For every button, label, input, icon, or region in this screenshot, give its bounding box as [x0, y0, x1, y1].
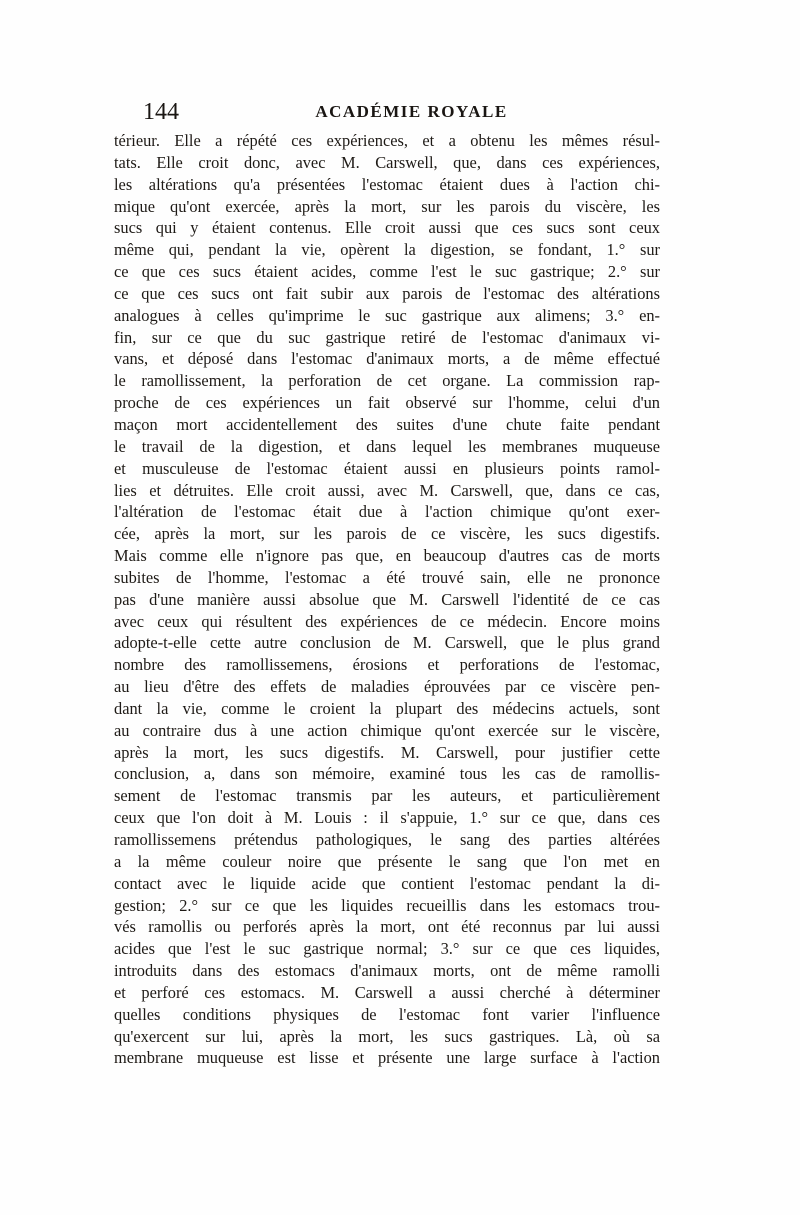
text-line: avec ceux qui résultent des expériences de ce médecin. Encore moins — [114, 611, 660, 631]
text-line: ce que ces sucs ont fait subir aux parois de l'estomac des altérations — [114, 283, 660, 303]
text-line: mique qu'ont exercée, après la mort, sur les parois du viscère, les — [114, 196, 660, 216]
body-text — [114, 130, 660, 1069]
text-line: le travail de la digestion, et dans lequel les membranes muqueuse — [114, 436, 660, 456]
text-line: conclusion, a, dans son mémoire, examiné tous les cas de ramollis- — [114, 764, 660, 784]
text-line: vés ramollis ou perforés après la mort, ont été reconnus par lui aussi — [114, 917, 660, 937]
text-line: subites de l'homme, l'estomac a été trouvé sain, elle ne prononce — [114, 567, 660, 587]
text-line: nombre des ramollissemens, érosions et perforations de l'estomac, — [114, 655, 660, 675]
text-line: introduits dans des estomacs d'animaux morts, ont de même ramolli — [114, 961, 660, 981]
text-line: au lieu d'être des effets de maladies éprouvées par ce viscère pen- — [114, 677, 660, 697]
text-line: ce que ces sucs étaient acides, comme l'est le suc gastrique; 2.° sur — [114, 262, 660, 282]
text-line: cée, après la mort, sur les parois de ce viscère, les sucs digestifs. — [114, 524, 660, 544]
text-line: vans, et déposé dans l'estomac d'animaux morts, a de même effectué — [114, 349, 660, 369]
text-line: même qui, pendant la vie, opèrent la digestion, se fondant, 1.° sur — [114, 240, 660, 260]
text-line: au contraire dus à une action chimique qu'ont exercée sur le viscère, — [114, 720, 660, 740]
text-line: pas d'une manière aussi absolue que M. Carswell l'identité de ce cas — [114, 589, 660, 609]
text-line: analogues à celles qu'imprime le suc gastrique aux alimens; 3.° en- — [114, 305, 660, 325]
running-title: ACADÉMIE ROYALE — [315, 102, 508, 121]
text-line: les altérations qu'a présentées l'estomac étaient dues à l'action chi- — [114, 174, 660, 194]
text-line: térieur. Elle a répété ces expériences, et a obtenu les mêmes résul- — [114, 131, 660, 150]
text-line: ceux que l'on doit à M. Louis : il s'appuie, 1.° sur ce que, dans ces — [114, 808, 660, 828]
text-line: maçon mort accidentellement des suites d'une chute faite pendant — [114, 414, 660, 434]
text-line: l'altération de l'estomac était due à l'action chimique qu'ont exer- — [114, 502, 660, 522]
page-number: 144 — [143, 99, 179, 125]
text-line: membrane muqueuse est lisse et présente une large surface à l'action — [114, 1048, 660, 1068]
text-line: adopte-t-elle cette autre conclusion de M. Carswell, que le plus grand — [114, 633, 660, 653]
page-header — [143, 98, 658, 126]
text-line: contact avec le liquide acide que contient l'estomac pendant la di- — [114, 873, 660, 893]
text-line: fin, sur ce que du suc gastrique retiré de l'estomac d'animaux vi- — [114, 327, 660, 347]
text-line: le ramollissement, la perforation de cet organe. La commission rap- — [114, 371, 660, 391]
text-line: quelles conditions physiques de l'estomac font varier l'influence — [114, 1004, 660, 1024]
text-line: dant la vie, comme le croient la plupart des médecins actuels, sont — [114, 698, 660, 718]
text-line: a la même couleur noire que présente le sang que l'on met en — [114, 851, 660, 871]
text-line: qu'exercent sur lui, après la mort, les sucs gastriques. Là, où sa — [114, 1026, 660, 1046]
text-line: acides que l'est le suc gastrique normal; 3.° sur ce que ces liquides, — [114, 939, 660, 959]
text-line: proche de ces expériences un fait observé sur l'homme, celui d'un — [114, 393, 660, 413]
text-line: après la mort, les sucs digestifs. M. Carswell, pour justifier cette — [114, 742, 660, 762]
text-line: sucs qui y étaient contenus. Elle croit aussi que ces sucs sont ceux — [114, 218, 660, 238]
text-line: ramollissemens prétendus pathologiques, le sang des parties altérées — [114, 830, 660, 849]
text-line: Mais comme elle n'ignore pas que, en beaucoup d'autres cas de morts — [114, 546, 660, 566]
text-line: lies et détruites. Elle croit aussi, avec M. Carswell, que, dans ce cas, — [114, 480, 660, 500]
text-line: gestion; 2.° sur ce que les liquides recueillis dans les estomacs trou- — [114, 895, 660, 915]
text-line: et perforé ces estomacs. M. Carswell a aussi cherché à déterminer — [114, 982, 660, 1002]
text-line: tats. Elle croit donc, avec M. Carswell, que, dans ces expériences, — [114, 152, 660, 172]
text-line: et musculeuse de l'estomac étaient aussi en plusieurs points ramol- — [114, 458, 660, 478]
text-line: sement de l'estomac transmis par les auteurs, et particulièrement — [114, 786, 660, 806]
